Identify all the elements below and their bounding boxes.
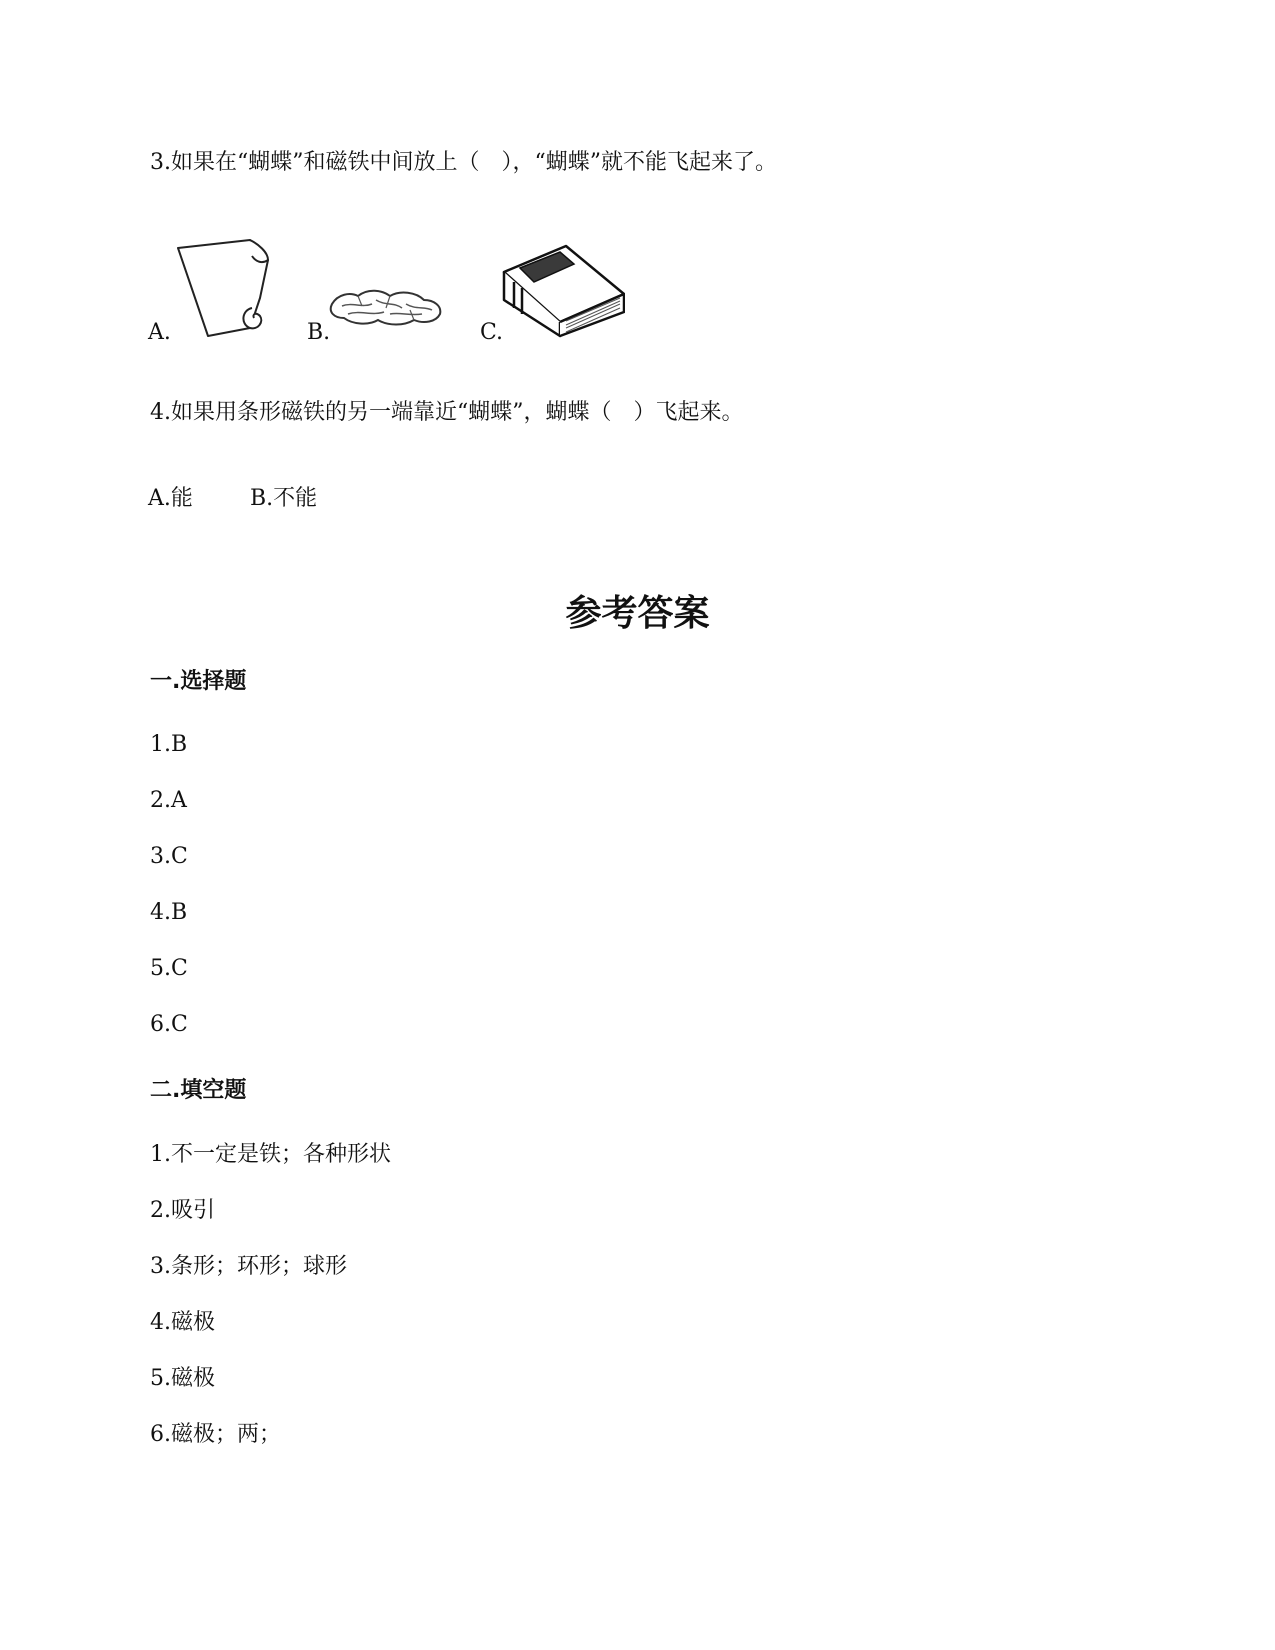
answer-item: 4.B xyxy=(150,900,188,925)
paper-sheet-icon xyxy=(172,238,282,338)
q3-option-b-label: B. xyxy=(307,320,331,345)
cloth-icon xyxy=(328,282,446,330)
q4-option-a: A.能 xyxy=(148,486,193,511)
answer-item: 3.条形；环形；球形 xyxy=(150,1254,347,1279)
answer-item: 5.磁极 xyxy=(150,1366,215,1391)
answer-item: 1.B xyxy=(150,732,188,757)
question-3-text: 3.如果在“蝴蝶”和磁铁中间放上（ ），“蝴蝶”就不能飞起来了。 xyxy=(150,150,777,175)
question-4-text: 4.如果用条形磁铁的另一端靠近“蝴蝶”，蝴蝶（ ）飞起来。 xyxy=(150,400,744,425)
q4-option-b: B.不能 xyxy=(250,486,318,511)
answer-item: 6.磁极；两； xyxy=(150,1422,281,1447)
answer-item: 2.吸引 xyxy=(150,1198,215,1223)
q3-option-c-label: C. xyxy=(480,320,504,345)
section-2-heading: 二.填空题 xyxy=(150,1078,247,1103)
answer-item: 4.磁极 xyxy=(150,1310,215,1335)
q3-option-a-label: A. xyxy=(148,320,171,345)
answer-item: 5.C xyxy=(150,956,188,981)
answer-item: 2.A xyxy=(150,788,187,813)
answer-item: 3.C xyxy=(150,844,188,869)
answer-item: 6.C xyxy=(150,1012,188,1037)
answer-item: 1.不一定是铁；各种形状 xyxy=(150,1142,391,1167)
answers-title: 参考答案 xyxy=(565,593,710,634)
book-icon xyxy=(500,242,625,338)
section-1-heading: 一.选择题 xyxy=(150,669,247,694)
